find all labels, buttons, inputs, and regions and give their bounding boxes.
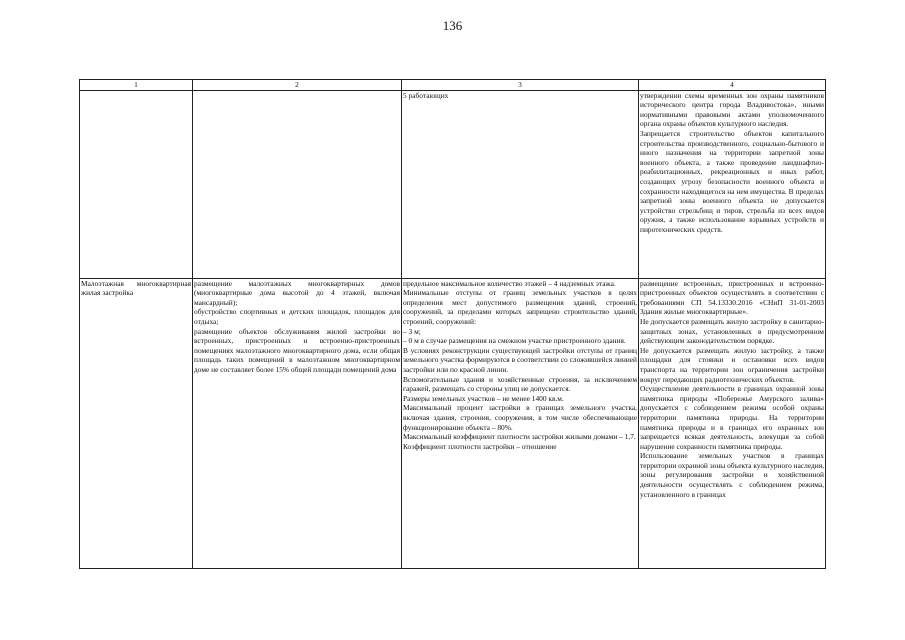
- cell-paragraph: предельное максимальное количество этажей – 4 надземных этажа.: [403, 278, 616, 288]
- regulations-table: [79, 79, 826, 569]
- cell-paragraph: обустройство спортивных и детских площадок, площадок для отдыха;: [194, 307, 400, 326]
- cell-paragraph: – 0 м в случае размещения на смежном участке пристроенного здания.: [403, 336, 626, 346]
- table-cell: [193, 278, 402, 568]
- cell-paragraph: 5 работающих: [403, 90, 449, 100]
- page-number: 136: [442, 18, 463, 33]
- table-cell: [80, 278, 193, 568]
- cell-paragraph: Не допускается размещать жилую застройку, а также площадки для стоянки и остановки всех видов транспорта на территории зон ограничения застройки вокруг передающих радиотехнических объектов.: [640, 345, 824, 384]
- cell-paragraph: Максимальный коэффициент плотности застройки жилыми домами – 1,7.: [403, 432, 636, 442]
- cell-paragraph: Использование земельных участков в границах территории охранной зоны объекта культурного наследия, зоны регулирования застройки и хозяйственной деятельности осуществлять с соблюдением режима, установленного в границах: [640, 451, 824, 499]
- cell-paragraph: В условиях реконструкции существующей застройки отступы от границ земельного участка формируются в соответствии со сложившейся линией застройки или по красной линии.: [403, 345, 637, 374]
- cell-paragraph: Не допускается размещать жилую застройку в санитарно-защитных зонах, установленных в предусмотренном действующим законодательством порядке.: [640, 316, 824, 346]
- cell-paragraph: размещение объектов обслуживания жилой застройки во встроенных, пристроенных и встроенно-пристроенных помещениях малоэтажного многоквартирного дома, если общая площадь таких помещений в малоэтажном многоквартирном доме не составляет более 15% общей площади помещений дома: [194, 326, 400, 374]
- cell-paragraph: Максимальный процент застройки в границах земельного участка, включая здания, строения, сооружения, в том числе обеспечивающие функционирование объекта – 80%.: [403, 403, 637, 432]
- cell-paragraph: Малоэтажная многоквартирная жилая застройка: [81, 278, 191, 298]
- table-header-row: [80, 80, 826, 91]
- cell-paragraph: Минимальные отступы от границ земельных участков в целях определения мест допустимого размещения зданий, строений, сооружений, за пределами которых запрещено строительство зданий, строений, сооружений:: [403, 288, 637, 326]
- table-cell: [193, 90, 402, 278]
- cell-paragraph: утверждении схемы временных зон охраны памятников исторического центра города Владивостока», иными нормативными правовыми актами уполномоченного органа охраны объектов культурного наследия.: [640, 90, 824, 129]
- cell-paragraph: Осуществление деятельности в границах охранной зоны памятника природы «Побережье Амурского залива» допускается с соблюдением режима особой охраны территории памятника природы. На территории памятника природы и в границах его охранных зон запрещается всякая деятельность, влекущая за собой нарушение сохранности памятника природы.: [640, 384, 824, 451]
- cell-paragraph: размещение малоэтажных многоквартирных домов (многоквартирные дома высотой до 4 этажей, включая мансардный);: [194, 278, 400, 307]
- table-row: [80, 278, 826, 568]
- table-cell: [402, 278, 639, 568]
- table-cell: [639, 278, 826, 568]
- cell-paragraph: Вспомогательные здания и хозяйственные строения, за исключением гаражей, размещать со стороны улиц не допускается.: [403, 374, 637, 394]
- cell-paragraph: Коэффициент плотности застройки – отношение: [403, 441, 557, 451]
- column-header: 1: [80, 80, 193, 91]
- cell-paragraph: Размеры земельных участков – не менее 1400 кв.м.: [403, 393, 564, 403]
- column-header: 3: [402, 80, 639, 91]
- cell-paragraph: размещение встроенных, пристроенных и встроенно-пристроенных объектов осуществлять в соответствии с требованиями СП 54.13330.2016 «СНиП 31-01-2003 Здания жилые многоквартирные».: [640, 278, 824, 317]
- table-row: [80, 90, 826, 278]
- table-cell: [639, 90, 826, 278]
- cell-paragraph: Запрещается строительство объектов капитального строительства производственного, социально-бытового и иного назначения на территории запретной зоны военного объекта, а также проведение ландшафтно-реабилитационных, рекреационных и иных работ, создающих угрозу безопасности военного объекта и сохранности находящегося на нем имущества. В пределах запретной зоны военного объекта не допускается устройство стрельбищ и тиров, стрельба из всех видов оружия, а также использование взрывных устройств и пиротехнических средств.: [640, 128, 824, 234]
- column-header: 4: [639, 80, 826, 91]
- column-header: 2: [193, 80, 402, 91]
- table-cell: [402, 90, 639, 278]
- table-cell: [80, 90, 193, 278]
- cell-paragraph: – 3 м;: [403, 326, 421, 336]
